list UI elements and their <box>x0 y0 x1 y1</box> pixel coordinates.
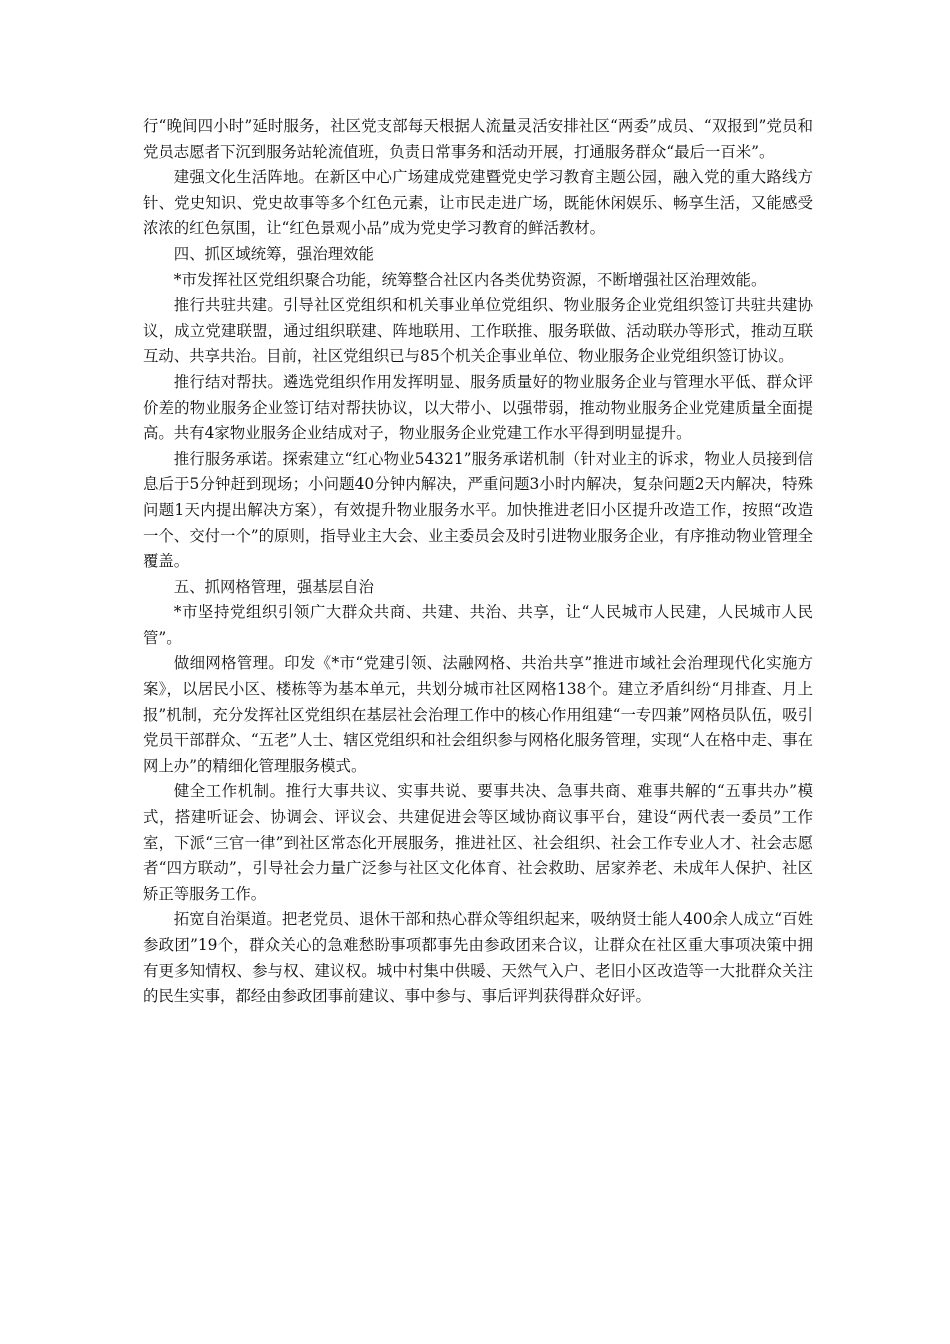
paragraph-service-commitment: 推行服务承诺。探索建立“红心物业54321”服务承诺机制（针对业主的诉求，物业人员接到信息后于5分钟赶到现场；小问题40分钟内解决，严重问题3小时内解决，复杂问题2天内解决，特殊问题1天内提出解决方案），有效提升物业服务水平。加快推进老旧小区提升改造工作，按照“改造一个、交付一个”的原则，指导业主大会、业主委员会及时引进物业服务企业，有序推动物业管理全覆盖。 <box>143 449 813 571</box>
paragraph-section-5-intro: *市坚持党组织引领广大群众共商、共建、共治、共享，让“人民城市人民建，人民城市人民管”。 <box>143 603 813 647</box>
paragraph-service-hours: 行“晚间四小时”延时服务，社区党支部每天根据人流量灵活安排社区“两委”成员、“双报到”党员和党员志愿者下沉到服务站轮流值班，负责日常事务和活动开展，打通服务群众“最后一百米”。 <box>143 117 813 161</box>
paragraph-section-4-intro: *市发挥社区党组织聚合功能，统筹整合社区内各类优势资源，不断增强社区治理效能。 <box>173 270 767 289</box>
document-page <box>143 114 813 1010</box>
paragraph-grid-management: 做细网格管理。印发《*市“党建引领、法融网格、共治共享”推进市域社会治理现代化实施方案》，以居民小区、楼栋等为基本单元，共划分城市社区网格138个。建立矛盾纠纷“月排查、月上报”机制，充分发挥社区党组织在基层社会治理工作中的核心作用组建“一专四兼”网格员队伍，吸引党员干部群众、“五老”人士、辖区党组织和社会组织参与网格化服务管理，实现“人在格中走、事在网上办”的精细化管理服务模式。 <box>143 654 814 775</box>
section-heading-5: 五、抓网格管理，强基层自治 <box>173 577 374 596</box>
paragraph-work-mechanism: 健全工作机制。推行大事共议、实事共说、要事共决、急事共商、难事共解的“五事共办”模式，搭建听证会、协调会、评议会、共建促进会等区域协商议事平台，建设“两代表一委员”工作室，下派“三官一律”到社区常态化开展服务，推进社区、社会组织、社会工作专业人才、社会志愿者“四方联动”，引导社会力量广泛参与社区文化体育、社会救助、居家养老、未成年人保护、社区矫正等服务工作。 <box>143 782 813 903</box>
paragraph-self-governance: 拓宽自治渠道。把老党员、退休干部和热心群众等组织起来，吸纳贤士能人400余人成立“百姓参政团”19个，群众关心的急难愁盼事项都事先由参政团来合议，让群众在社区重大事项决策中拥有更多知情权、参与权、建议权。城中村集中供暖、天然气入户、老旧小区改造等一大批群众关注的民生实事，都经由参政团事前建议、事中参与、事后评判获得群众好评。 <box>143 910 813 1006</box>
paragraph-co-building: 推行共驻共建。引导社区党组织和机关事业单位党组织、物业服务企业党组织签订共驻共建协议，成立党建联盟，通过组织联建、阵地联用、工作联推、服务联做、活动联办等形式，推动互联互动、共享共治。目前，社区党组织已与85个机关企事业单位、物业服务企业党组织签订协议。 <box>143 296 813 366</box>
paragraph-culture-position: 建强文化生活阵地。在新区中心广场建成党建暨党史学习教育主题公园，融入党的重大路线方针、党史知识、党史故事等多个红色元素，让市民走进广场，既能休闲娱乐、畅享生活，又能感受浓浓的红色氛围，让“红色景观小品”成为党史学习教育的鲜活教材。 <box>143 168 813 238</box>
section-heading-4: 四、抓区域统筹，强治理效能 <box>173 244 374 263</box>
paragraph-pairing-assistance: 推行结对帮扶。遴选党组织作用发挥明显、服务质量好的物业服务企业与管理水平低、群众评价差的物业服务企业签订结对帮扶协议，以大带小、以强带弱，推动物业服务企业党建质量全面提高。共有4家物业服务企业结成对子，物业服务企业党建工作水平得到明显提升。 <box>143 372 813 443</box>
